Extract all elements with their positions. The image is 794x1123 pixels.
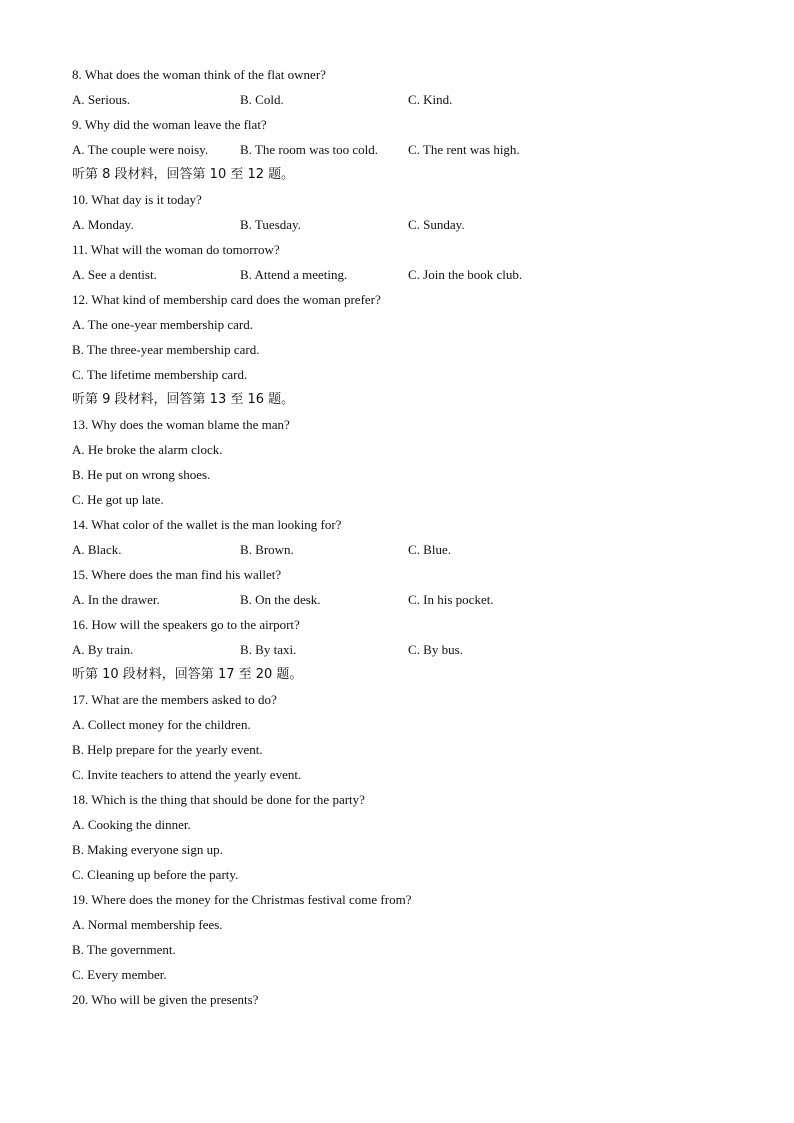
answer-option: A. Collect money for the children. (72, 717, 251, 732)
answer-option: A. By train. (72, 642, 134, 657)
answer-option: C. Cleaning up before the party. (72, 867, 239, 882)
option-row (72, 137, 752, 162)
question-text: 19. Where does the money for the Christmas festival come from? (72, 892, 412, 907)
answer-option: B. Tuesday. (240, 217, 301, 232)
answer-option: C. The rent was high. (408, 142, 520, 157)
question-text: 20. Who will be given the presents? (72, 992, 259, 1007)
answer-option: B. Cold. (240, 92, 284, 107)
option-row (72, 537, 752, 562)
answer-option: C. In his pocket. (408, 592, 494, 607)
option-row (72, 262, 752, 287)
answer-option: C. By bus. (408, 642, 463, 657)
answer-option: B. Attend a meeting. (240, 267, 348, 282)
question-text: 10. What day is it today? (72, 192, 202, 207)
answer-option: C. Blue. (408, 542, 451, 557)
answer-option: C. Every member. (72, 967, 167, 982)
answer-option: B. The room was too cold. (240, 142, 379, 157)
answer-option: A. He broke the alarm clock. (72, 442, 223, 457)
answer-option: A. Monday. (72, 217, 134, 232)
answer-option: B. By taxi. (240, 642, 297, 657)
answer-option: A. Normal membership fees. (72, 917, 223, 932)
option-row (72, 637, 752, 662)
option-row (72, 212, 752, 237)
exam-page (72, 62, 752, 1012)
question-text: 9. Why did the woman leave the flat? (72, 117, 267, 132)
answer-option: C. The lifetime membership card. (72, 367, 248, 382)
answer-option: B. Brown. (240, 542, 294, 557)
option-row (72, 587, 752, 612)
answer-option: A. Cooking the dinner. (72, 817, 191, 832)
question-text: 16. How will the speakers go to the airport? (72, 617, 300, 632)
answer-option: C. Sunday. (408, 217, 465, 232)
answer-option: A. The couple were noisy. (72, 142, 209, 157)
question-text: 13. Why does the woman blame the man? (72, 417, 290, 432)
answer-option: B. The three-year membership card. (72, 342, 260, 357)
section-instruction: 听第 8 段材料，回答第 10 至 12 题。 (72, 167, 295, 182)
answer-option: B. On the desk. (240, 592, 321, 607)
question-text: 8. What does the woman think of the flat owner? (72, 67, 326, 82)
question-text: 14. What color of the wallet is the man looking for? (72, 517, 342, 532)
question-text: 17. What are the members asked to do? (72, 692, 277, 707)
answer-option: C. Kind. (408, 92, 453, 107)
answer-option: A. In the drawer. (72, 592, 160, 607)
question-text: 15. Where does the man find his wallet? (72, 567, 282, 582)
answer-option: B. He put on wrong shoes. (72, 467, 211, 482)
answer-option: A. Black. (72, 542, 122, 557)
answer-option: B. Making everyone sign up. (72, 842, 223, 857)
answer-option: A. The one-year membership card. (72, 317, 253, 332)
section-instruction: 听第 9 段材料，回答第 13 至 16 题。 (72, 392, 295, 407)
answer-option: C. Join the book club. (408, 267, 523, 282)
option-row (72, 87, 752, 112)
answer-option: A. Serious. (72, 92, 131, 107)
answer-option: A. See a dentist. (72, 267, 157, 282)
question-text: 18. Which is the thing that should be done for the party? (72, 792, 365, 807)
answer-option: C. Invite teachers to attend the yearly event. (72, 767, 302, 782)
answer-option: B. The government. (72, 942, 176, 957)
section-instruction: 听第 10 段材料，回答第 17 至 20 题。 (72, 667, 303, 682)
answer-option: C. He got up late. (72, 492, 164, 507)
question-text: 12. What kind of membership card does the woman prefer? (72, 292, 381, 307)
answer-option: B. Help prepare for the yearly event. (72, 742, 263, 757)
question-text: 11. What will the woman do tomorrow? (72, 242, 280, 257)
